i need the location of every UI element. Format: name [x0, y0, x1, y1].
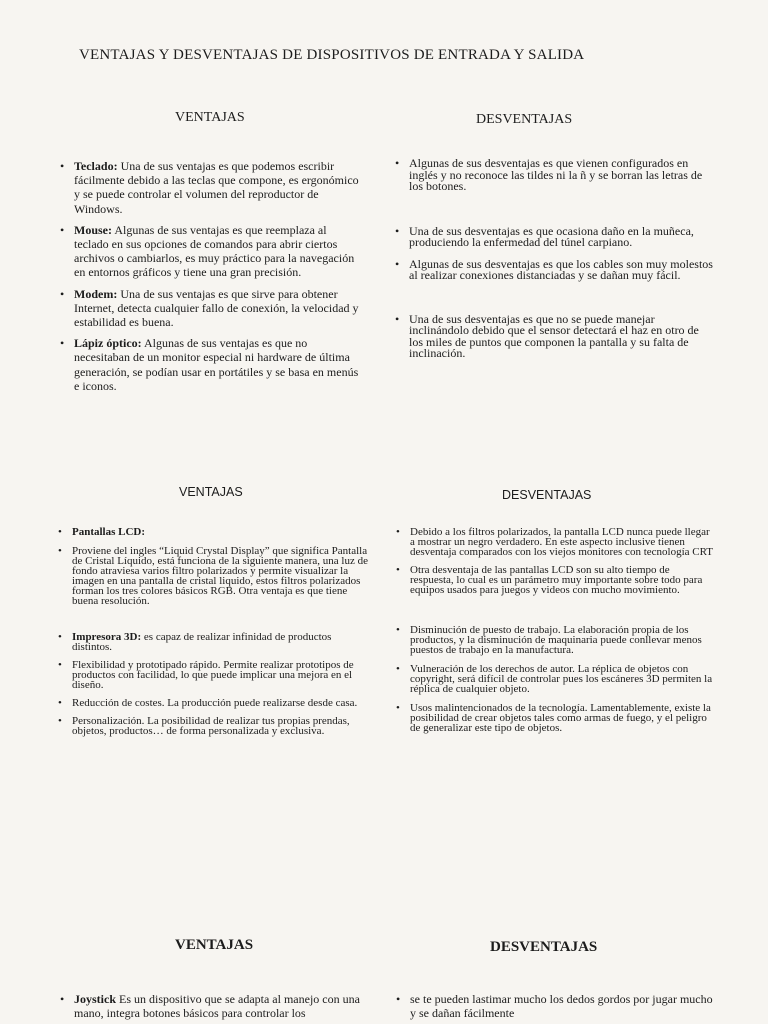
section1-desventajas-heading: DESVENTAJAS [476, 112, 573, 127]
section2-ventajas-heading: VENTAJAS [179, 485, 243, 499]
list-item: • Algunas de sus desventajas es que los cables son muy molestos al realizar conexiones distanciadas y se dañan muy fácil. [395, 259, 715, 282]
list-item: • Algunas de sus desventajas es que vienen configurados en inglés y no reconoce las tildes ni la ñ y se borran las letras de los botones. [395, 158, 715, 193]
list-item: • Una de sus desventajas es que no se puede manejar inclinándolo debido que el sensor detectará el haz en otro de los miles de puntos que componen la pantalla y su falta de inclinación. [395, 314, 715, 360]
page-title: VENTAJAS Y DESVENTAJAS DE DISPOSITIVOS DE ENTRADA Y SALIDA [79, 47, 585, 63]
list-item: • Proviene del ingles “Liquid Crystal Display” que significa Pantalla de Cristal Líquido, está funciona de la siguiente manera, una luz de fondo atraviesa varios filtro polarizados y permite visualizar la imagen en una pantalla de cristal liquido, estos filtros polarizados forman los tres colores básicos RGB. Otra ventaja es que tiene buena resolución. [58, 546, 373, 606]
section1-ventajas-heading: VENTAJAS [175, 110, 245, 125]
section1-ventajas-list [60, 159, 360, 400]
list-item: • Lápiz óptico: Algunas de sus ventajas es que no necesitaban de un monitor especial ni hardware de última generación, se podían usar en portátiles y se basa en menús e iconos. [60, 336, 360, 393]
list-item: • Vulneración de los derechos de autor. La réplica de objetos con copyright, será difícil de controlar pues los escáneres 3D permiten la réplica de cualquier objeto. [396, 664, 716, 694]
list-item: • Debido a los filtros polarizados, la pantalla LCD nunca puede llegar a mostrar un negro verdadero. En este aspecto inclusive tienen desventaja comparados con los viejos monitores con tecnología CRT [396, 527, 716, 557]
list-item: • Mouse: Algunas de sus ventajas es que reemplaza al teclado en sus opciones de comandos para abrir ciertos archivos o cambiarlos, es muy práctico para la navegación en entornos gráficos y tiene una gran precisión. [60, 223, 360, 280]
list-item: • Modem: Una de sus ventajas es que sirve para obtener Internet, detecta cualquier fallo de conexión, la velocidad y estabilidad es buena. [60, 287, 360, 330]
list-item: • Otra desventaja de las pantallas LCD son su alto tiempo de respuesta, lo cual es un parámetro muy importante sobre todo para equipos usados para juegos y videos con mucho movimiento. [396, 565, 716, 595]
list-item: • se te pueden lastimar mucho los dedos gordos por jugar mucho y se dañan fácilmente [396, 992, 716, 1020]
section3-ventajas-heading: VENTAJAS [175, 937, 254, 953]
list-item: • Reducción de costes. La producción puede realizarse desde casa. [58, 698, 373, 708]
list-item: • Una de sus desventajas es que ocasiona daño en la muñeca, produciendo la enfermedad del túnel carpiano. [395, 226, 715, 249]
list-item: • Teclado: Una de sus ventajas es que podemos escribir fácilmente debido a las teclas que compone, es ergonómico y se puede controlar el volumen del reproductor de Windows. [60, 159, 360, 216]
list-item: • Flexibilidad y prototipado rápido. Permite realizar prototipos de productos con facilidad, lo que puede implicar una mejora en el diseño. [58, 660, 373, 690]
section2-ventajas-list [58, 527, 373, 736]
list-item: • Impresora 3D: es capaz de realizar infinidad de productos distintos. [58, 632, 373, 652]
section2-desventajas-list [396, 527, 716, 733]
section2-desventajas-heading: DESVENTAJAS [502, 488, 592, 502]
list-item: • Usos malintencionados de la tecnología. Lamentablemente, existe la posibilidad de crear objetos tales como armas de fuego, y el peligro de generalizar este tipo de objetos. [396, 703, 716, 733]
list-item: • Disminución de puesto de trabajo. La elaboración propia de los productos, y la disminución de maquinaria puede conllevar menos puestos de trabajo en la manufactura. [396, 625, 716, 655]
section3-desventajas-list [396, 992, 716, 1020]
list-item: • Joystick Es un dispositivo que se adapta al manejo con una mano, integra botones básicos para controlar los [60, 992, 360, 1020]
section3-desventajas-heading: DESVENTAJAS [490, 939, 598, 955]
section3-ventajas-list [60, 992, 360, 1020]
section1-desventajas-list [395, 158, 715, 360]
list-item: • Pantallas LCD: [58, 527, 373, 537]
list-item: • Personalización. La posibilidad de realizar tus propias prendas, objetos, productos… de forma personalizada y exclusiva. [58, 716, 373, 736]
